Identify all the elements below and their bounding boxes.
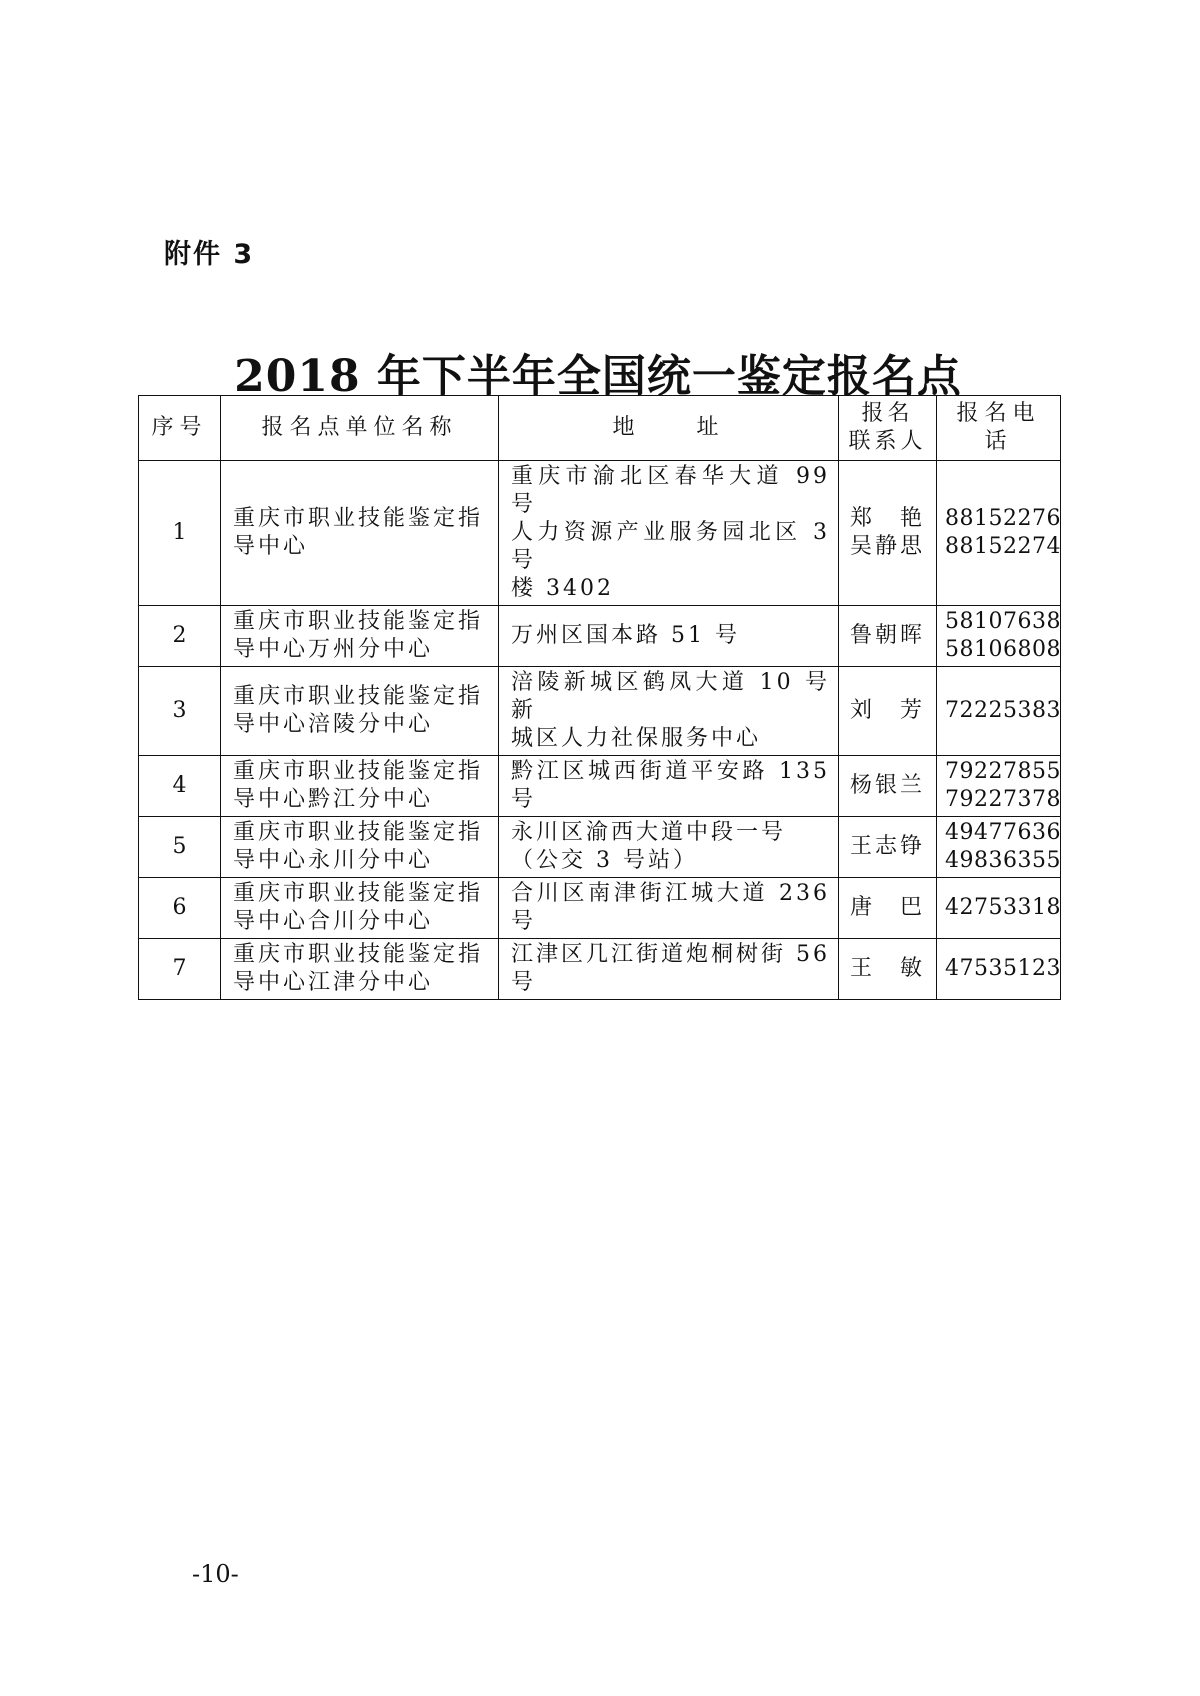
- cell-address-line: 永川区渝西大道中段一号: [511, 820, 787, 845]
- cell-unit-name-line: 重庆市职业技能鉴定指: [233, 506, 484, 531]
- cell-unit-name: [221, 606, 499, 667]
- table-row: [139, 817, 1061, 878]
- cell-address-line: 合川区南津街江城大道 236 号: [511, 881, 830, 934]
- cell-contact: [839, 756, 937, 817]
- cell-contact: [839, 606, 937, 667]
- table-row: [139, 878, 1061, 939]
- cell-phone-line: 42753318: [945, 895, 1061, 920]
- cell-phone-line: 79227378: [945, 787, 1061, 812]
- cell-address-line: 江津区几江街道炮桐树街 56 号: [511, 942, 830, 995]
- header-contact: [839, 396, 937, 461]
- header-index: 序号: [139, 396, 221, 461]
- cell-contact-line: 刘 芳: [849, 698, 925, 723]
- cell-contact-line: 鲁朝晖: [849, 623, 925, 648]
- cell-unit-name-line: 重庆市职业技能鉴定指: [233, 684, 484, 709]
- cell-unit-name: [221, 667, 499, 756]
- header-unit: 报名点单位名称: [221, 396, 499, 461]
- cell-address: [499, 756, 839, 817]
- table-body: [139, 461, 1061, 1000]
- cell-contact-line: 王 敏: [849, 956, 925, 981]
- cell-unit-name-line: 重庆市职业技能鉴定指: [233, 881, 484, 906]
- cell-index: 7: [139, 939, 221, 1000]
- cell-phone: [937, 606, 1061, 667]
- attachment-label: 附件 3: [164, 239, 255, 270]
- cell-unit-name: [221, 878, 499, 939]
- cell-unit-name-line: 导中心永川分中心: [233, 848, 434, 873]
- cell-unit-name: [221, 756, 499, 817]
- table-header-row: [139, 396, 1061, 461]
- header-contact-line1: 报名: [861, 401, 914, 426]
- cell-address-line: 黔江区城西街道平安路 135 号: [511, 759, 830, 812]
- cell-phone: [937, 817, 1061, 878]
- cell-address: [499, 461, 839, 606]
- cell-index: 2: [139, 606, 221, 667]
- cell-unit-name-line: 导中心涪陵分中心: [233, 712, 434, 737]
- cell-contact: [839, 667, 937, 756]
- table-row: [139, 939, 1061, 1000]
- cell-address-line: 人力资源产业服务园北区 3 号: [511, 520, 830, 573]
- cell-contact: [839, 939, 937, 1000]
- cell-contact-line: 王志铮: [849, 834, 925, 859]
- cell-address-line: 涪陵新城区鹤凤大道 10 号新: [511, 670, 830, 723]
- cell-index: 4: [139, 756, 221, 817]
- cell-contact: [839, 878, 937, 939]
- cell-phone: [937, 939, 1061, 1000]
- cell-phone-line: 72225383: [945, 698, 1061, 723]
- page-number: -10-: [192, 1560, 239, 1588]
- cell-address: [499, 667, 839, 756]
- cell-index: 6: [139, 878, 221, 939]
- cell-contact-line: 吴静思: [849, 534, 925, 559]
- cell-phone-line: 49477636: [945, 820, 1061, 845]
- cell-phone: [937, 878, 1061, 939]
- cell-unit-name-line: 导中心合川分中心: [233, 909, 434, 934]
- cell-address-line: 楼 3402: [511, 576, 614, 601]
- cell-index: 5: [139, 817, 221, 878]
- cell-phone: [937, 756, 1061, 817]
- cell-address-line: （公交 3 号站）: [511, 848, 698, 873]
- cell-index: 1: [139, 461, 221, 606]
- cell-unit-name-line: 重庆市职业技能鉴定指: [233, 942, 484, 967]
- header-contact-line2: 联系人: [848, 429, 927, 454]
- cell-phone-line: 79227855: [945, 759, 1061, 784]
- cell-unit-name-line: 重庆市职业技能鉴定指: [233, 609, 484, 634]
- cell-phone-line: 88152274: [945, 534, 1061, 559]
- cell-unit-name: [221, 461, 499, 606]
- cell-phone: [937, 461, 1061, 606]
- document-title: 2018 年下半年全国统一鉴定报名点: [234, 351, 962, 402]
- table-row: [139, 756, 1061, 817]
- cell-unit-name-line: 导中心黔江分中心: [233, 787, 434, 812]
- header-address: 地 址: [499, 396, 839, 461]
- cell-unit-name: [221, 939, 499, 1000]
- cell-contact-line: 唐 巴: [849, 895, 925, 920]
- cell-contact: [839, 461, 937, 606]
- table-row: [139, 461, 1061, 606]
- cell-phone-line: 88152276: [945, 506, 1061, 531]
- cell-index: 3: [139, 667, 221, 756]
- cell-contact-line: 杨银兰: [849, 773, 925, 798]
- cell-address: [499, 606, 839, 667]
- cell-phone-line: 49836355: [945, 848, 1061, 873]
- cell-unit-name: [221, 817, 499, 878]
- cell-unit-name-line: 重庆市职业技能鉴定指: [233, 820, 484, 845]
- cell-address: [499, 817, 839, 878]
- cell-unit-name-line: 导中心万州分中心: [233, 637, 434, 662]
- cell-address-line: 城区人力社保服务中心: [511, 726, 762, 751]
- cell-unit-name-line: 重庆市职业技能鉴定指: [233, 759, 484, 784]
- table-row: [139, 667, 1061, 756]
- cell-unit-name-line: 导中心: [233, 534, 309, 559]
- cell-phone-line: 47535123: [945, 956, 1061, 981]
- cell-phone-line: 58107638: [945, 609, 1061, 634]
- cell-unit-name-line: 导中心江津分中心: [233, 970, 434, 995]
- cell-address-line: 万州区国本路 51 号: [511, 623, 740, 648]
- cell-address: [499, 939, 839, 1000]
- table-row: [139, 606, 1061, 667]
- cell-address-line: 重庆市渝北区春华大道 99 号: [511, 464, 830, 517]
- cell-contact: [839, 817, 937, 878]
- registration-table: [138, 395, 1061, 1000]
- cell-phone-line: 58106808: [945, 637, 1061, 662]
- header-phone: 报名电话: [937, 396, 1061, 461]
- cell-contact-line: 郑 艳: [849, 506, 925, 531]
- cell-phone: [937, 667, 1061, 756]
- cell-address: [499, 878, 839, 939]
